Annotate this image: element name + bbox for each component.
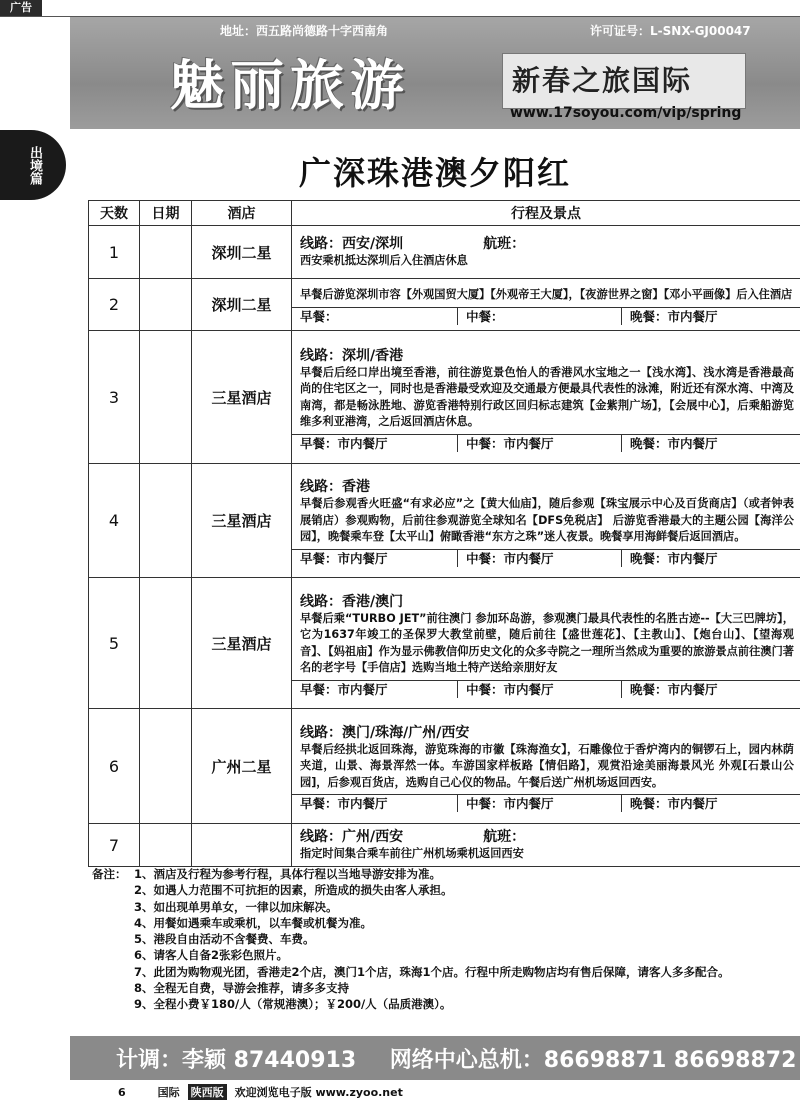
day-itinerary — [292, 226, 800, 279]
day-date — [140, 709, 192, 824]
day-hotel — [192, 824, 292, 867]
notes-section — [92, 866, 792, 1013]
note-item: 9、全程小费￥180/人（常规港澳）；￥200/人（品质港澳）。 — [134, 997, 452, 1012]
day-hotel: 深圳二星 — [192, 226, 292, 279]
meal-dinner: 晚餐：市内餐厅 — [630, 435, 718, 451]
edition-badge: 陕西版 — [188, 1084, 227, 1100]
meals-row — [292, 549, 800, 567]
day-date — [140, 464, 192, 578]
note-item: 4、用餐如遇乘车或乘机，以车餐或机餐为准。 — [134, 915, 372, 930]
day-itinerary — [292, 578, 800, 709]
page-title: 广深珠港澳夕阳红 — [298, 154, 571, 192]
table-row — [89, 464, 800, 578]
day-hotel: 三星酒店 — [192, 464, 292, 578]
route-description: 早餐后后经口岸出境至香港，前往游览景色怡人的香港风水宝地之一【浅水湾】、浅水湾是香港最高尚的住宅区之一，同时也是香港最受欢迎及交通最方便最具代表性的泳滩，附近还有深水湾、中湾及南湾，都是畅泳胜地、游览香港特别行政区回归标志建筑【金紫荆广场】，【会展中心】，后乘船游览维多利亚港湾，之后返回酒店休息。 — [300, 365, 794, 428]
day-itinerary — [292, 331, 800, 464]
route-description: 早餐后参观香火旺盛“有求必应”之【黄大仙庙】，随后参观【珠宝展示中心及百货商店】（或者钟表展销店）参观购物，后前往参观游览全球知名【DFS免税店】 后游览香港最大的主题公园【海洋公园】，晚餐乘车登【太平山】俯瞰香港“东方之珠”迷人夜景。晚餐享用海鲜餐后返回酒店。 — [300, 497, 794, 544]
route-description: 指定时间集合乘车前往广州机场乘机返回西安 — [300, 847, 524, 861]
day-hotel: 广州二星 — [192, 709, 292, 824]
flight-label: 航班： — [483, 236, 526, 253]
meal-dinner: 晚餐：市内餐厅 — [630, 550, 718, 566]
route-description: 西安乘机抵达深圳后入住酒店休息 — [300, 254, 468, 268]
day-number: 7 — [89, 824, 140, 867]
meal-breakfast: 早餐：市内餐厅 — [292, 681, 458, 698]
meal-lunch: 中餐：市内餐厅 — [458, 681, 622, 698]
website-text: 欢迎浏览电子版 www.zyoo.net — [234, 1086, 403, 1099]
notes-label: 备注： — [92, 867, 127, 881]
header-license: 许可证号：L-SNX-GJ00047 — [590, 24, 751, 38]
header-date: 日期 — [140, 201, 192, 226]
planner-contact: 计调：李颖 87440913 — [116, 1048, 357, 1073]
meals-row — [292, 680, 800, 698]
header-address: 地址：西五路尚德路十字西南角 — [220, 24, 389, 38]
note-item: 7、此团为购物观光团，香港走2个店，澳门1个店，珠海1个店。行程中所走购物店均有售后保障，请客人多多配合。 — [134, 964, 730, 979]
footer-contact — [116, 1043, 800, 1074]
day-hotel: 深圳二星 — [192, 279, 292, 331]
header-itinerary: 行程及景点 — [292, 201, 800, 226]
meal-breakfast: 早餐：市内餐厅 — [292, 795, 458, 812]
header-slogan: 新春之旅国际 — [512, 64, 693, 97]
meals-row — [292, 794, 800, 812]
meal-lunch: 中餐： — [458, 308, 622, 325]
meal-dinner: 晚餐：市内餐厅 — [630, 681, 718, 697]
meals-row — [292, 434, 800, 452]
meal-breakfast: 早餐：市内餐厅 — [292, 550, 458, 567]
note-item: 2、如遇人力范围不可抗拒的因素，所造成的损失由客人承担。 — [134, 883, 453, 898]
day-date — [140, 226, 192, 279]
header-days: 天数 — [89, 201, 140, 226]
route-description: 早餐后经拱北返回珠海，游览珠海的市徽【珠海渔女】，石雕像位于香炉湾内的铜锣石上，园内林荫夹道，山景、海景浑然一体。车游国家样板路【情侣路】，观赏沿途美丽海景风光 外观[石景山公园]，后参观百货店，选购自己心仪的物品。午餐后送广州机场返回西安。 — [300, 742, 794, 789]
brand-logo: 魅丽旅游 — [170, 53, 410, 117]
meal-lunch: 中餐：市内餐厅 — [458, 795, 622, 812]
header-url[interactable]: www.17soyou.com/vip/spring — [510, 105, 742, 121]
table-row — [89, 578, 800, 709]
day-number: 4 — [89, 464, 140, 578]
table-row — [89, 331, 800, 464]
table-row — [89, 709, 800, 824]
header-banner — [70, 17, 800, 129]
table-header-row — [89, 201, 800, 226]
header-hotel: 酒店 — [192, 201, 292, 226]
meal-breakfast: 早餐： — [292, 308, 458, 325]
note-item: 3、如出现单男单女，一律以加床解决。 — [134, 899, 338, 914]
meal-lunch: 中餐：市内餐厅 — [458, 550, 622, 567]
day-number: 2 — [89, 279, 140, 331]
meal-lunch: 中餐：市内餐厅 — [458, 435, 622, 452]
note-item: 1、酒店及行程为参考行程，具体行程以当地导游安排为准。 — [134, 867, 441, 881]
table-row — [89, 824, 800, 867]
day-number: 6 — [89, 709, 140, 824]
note-item: 5、港段自由活动不含餐费、车费。 — [134, 932, 315, 947]
day-number: 5 — [89, 578, 140, 709]
table-row — [89, 226, 800, 279]
note-item: 6、请客人自备2张彩色照片。 — [134, 948, 289, 963]
day-date — [140, 578, 192, 709]
route-description: 早餐后游览深圳市容【外观国贸大厦】【外观帝王大厦】，【夜游世界之窗】【邓小平画像】后入住酒店 — [300, 288, 793, 302]
meal-dinner: 晚餐：市内餐厅 — [630, 308, 718, 324]
page-footer — [118, 1084, 403, 1100]
day-hotel: 三星酒店 — [192, 331, 292, 464]
page-section: 国际 — [157, 1086, 180, 1099]
route-label: 线路：西安/深圳 — [300, 236, 404, 253]
day-itinerary — [292, 709, 800, 824]
route-label: 线路：澳门/珠海/广州/西安 — [300, 724, 470, 741]
day-date — [140, 824, 192, 867]
meal-breakfast: 早餐：市内餐厅 — [292, 435, 458, 452]
route-label: 线路：广州/西安 — [300, 829, 404, 846]
day-itinerary — [292, 464, 800, 578]
hotline-contact: 网络中心总机：86698871 86698872 — [389, 1048, 797, 1073]
page-number: 6 — [118, 1085, 126, 1099]
route-label: 线路：香港 — [300, 479, 370, 496]
flight-label: 航班： — [483, 829, 526, 846]
table-row — [89, 279, 800, 331]
meal-dinner: 晚餐：市内餐厅 — [630, 796, 718, 812]
route-label: 线路：深圳/香港 — [300, 347, 404, 364]
route-label: 线路：香港/澳门 — [300, 593, 404, 610]
day-date — [140, 279, 192, 331]
day-number: 1 — [89, 226, 140, 279]
day-itinerary — [292, 279, 800, 331]
ad-tag: 广告 — [0, 0, 42, 16]
meals-row — [292, 307, 800, 325]
day-hotel: 三星酒店 — [192, 578, 292, 709]
route-description: 早餐后乘“TURBO JET”前往澳门 参加环岛游，参观澳门最具代表性的名胜古迹--【大三巴牌坊】，它为1637年竣工的圣保罗大教堂前壁，随后前往【盛世莲花】、【主教山】、【炮台山】、【望海观音】、【妈祖庙】作为显示佛教信仰历史文化的众多寺院之一理所当然成为重要的旅游景点前往澳门著名的老字号【手信店】选购当地土特产送给亲朋好友 — [300, 611, 794, 674]
itinerary-table — [88, 200, 800, 867]
day-itinerary — [292, 824, 800, 867]
section-side-tab: 出境篇 — [0, 130, 66, 200]
note-item: 8、全程无自费，导游会推荐，请多多支持 — [134, 981, 349, 996]
day-number: 3 — [89, 331, 140, 464]
day-date — [140, 331, 192, 464]
